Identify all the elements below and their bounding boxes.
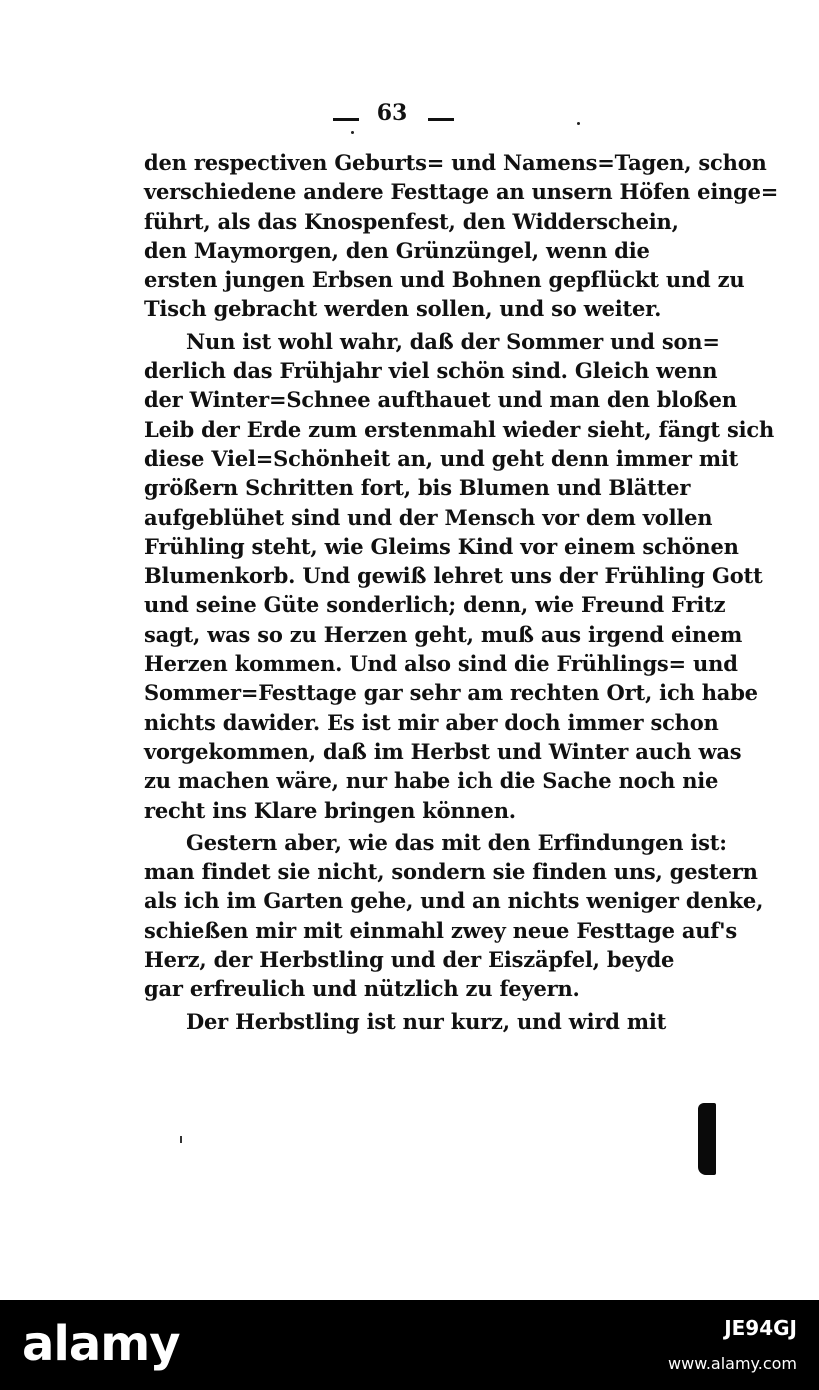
text-line: Tisch gebracht werden sollen, und so weiter. [144,296,662,322]
text-line: aufgeblühet sind und der Mensch vor dem vollen [144,504,713,530]
text-line: den respectiven Geburts= und Namens=Tagen, schon [144,150,767,175]
text-line: schießen mir mit einmahl zwey neue Festtage auf's [144,917,737,943]
speck-mark [180,1136,182,1143]
paragraph-3 [144,828,764,1004]
text-line: verschiedene andere Festtage an unsern Höfen einge= [144,179,779,205]
text-line: als ich im Garten gehe, und an nichts weniger denke, [144,888,764,914]
text-line: den Maymorgen, den Grünzüngel, wenn die [144,237,650,263]
text-line: Der Herbstling ist nur kurz, und wird mit [186,1008,667,1034]
text-line: Frühling steht, wie Gleims Kind vor einem schönen [144,533,739,559]
speck-mark [577,122,580,125]
paragraph-4 [144,1007,667,1036]
page-edge-shadow [698,1103,716,1175]
text-line: diese Viel=Schönheit an, und geht denn immer mit [144,445,739,471]
text-line: man findet sie nicht, sondern sie finden uns, gestern [144,859,758,885]
text-line: Leib der Erde zum erstenmahl wieder sieht, fängt sich [144,416,775,442]
header-dash-right [428,118,454,121]
page-number: 63 [376,100,408,126]
text-line: Sommer=Festtage gar sehr am rechten Ort, ich habe [144,680,758,706]
text-line: Herz, der Herbstling und der Eiszäpfel, beyde [144,947,675,973]
text-line: derlich das Frühjahr viel schön sind. Gleich wenn [144,358,718,384]
text-line: und seine Güte sonderlich; denn, wie Freund Fritz [144,592,726,618]
text-line: ersten jungen Erbsen und Bohnen gepflückt und zu [144,267,745,293]
text-line: führt, als das Knospenfest, den Widderschein, [144,208,679,234]
text-line: Herzen kommen. Und also sind die Frühlings= und [144,651,738,677]
watermark-url: www.alamy.com [668,1354,797,1373]
speck-mark [351,131,354,134]
body-text [144,148,779,1036]
text-line: vorgekommen, daß im Herbst und Winter auch was [144,738,742,764]
text-line: Gestern aber, wie das mit den Erfindungen ist: [186,829,727,855]
paragraph-2 [144,327,775,825]
text-line: Blumenkorb. Und gewiß lehret uns der Frühling Gott [144,563,763,589]
text-line: größern Schritten fort, bis Blumen und Blätter [144,475,691,501]
text-line: der Winter=Schnee aufthauet und man den bloßen [144,387,737,413]
text-line: gar erfreulich und nützlich zu feyern. [144,976,580,1002]
text-line: sagt, was so zu Herzen geht, muß aus irgend einem [144,621,743,647]
paragraph-1 [144,148,779,324]
text-line: nichts dawider. Es ist mir aber doch immer schon [144,709,719,735]
alamy-logo: alamy [22,1316,180,1372]
text-line: zu machen wäre, nur habe ich die Sache noch nie [144,768,719,794]
page-header [0,98,819,138]
header-dash-left [333,118,359,121]
image-id: JE94GJ [724,1316,797,1340]
text-line: Nun ist wohl wahr, daß der Sommer und son= [186,328,720,354]
text-line: recht ins Klare bringen können. [144,797,516,823]
